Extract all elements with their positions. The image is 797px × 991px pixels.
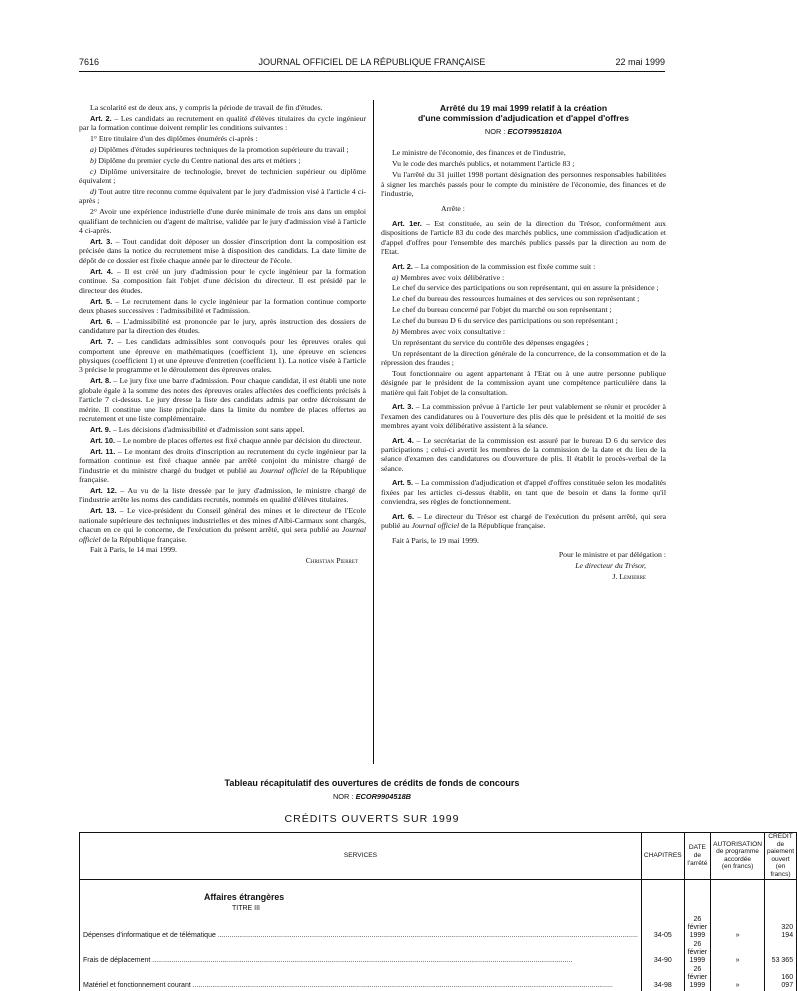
titre-label: TITRE III (80, 903, 642, 916)
members-consultative: b) Membres avec voix consultative : (392, 326, 506, 336)
col-credit: CRÉDIT de paiement ouvert (en francs) (764, 833, 796, 880)
table-subtitle: CRÉDITS OUVERTS SUR 1999 (284, 813, 460, 825)
column-divider (373, 100, 374, 764)
row-date: 26 février 1999 (684, 941, 710, 966)
consultative-3: Tout fonctionnaire ou agent appartenant à l'Etat ou à une autre personne publique désignée par le président de la commission ayant une compétence particulière dans la matière qui fait l'objet de la consultation. (381, 368, 666, 397)
member-3: Le chef du bureau concerné par l'objet du marché ou son représentant ; (392, 305, 612, 315)
article-5: Art. 5. – Le recrutement dans le cycle ingénieur par la formation continue comporte deux phases successives : l'admissibilité et l'admission. (79, 296, 366, 315)
members-deliberative: a) Membres avec voix délibérative : (392, 272, 505, 282)
table-row (80, 941, 797, 966)
header-rule (79, 71, 665, 72)
article-4: Art. 4. – Il est créé un jury d'admission pour le cycle ingénieur par la formation continue. Sa composition fait l'objet d'une décision du directeur. Il est présidé par le directeur des études. (79, 266, 366, 295)
consultative-2: Un représentant de la direction générale de la concurrence, de la consommation et de la répression des fraudes ; (381, 348, 666, 367)
issue-date: 22 mai 1999 (615, 57, 665, 67)
condition-1d: d) Tout autre titre reconnu comme équivalent par le jury d'admission visé à l'article 4 ci-après ; (79, 186, 366, 206)
r-article-2: Art. 2. – La composition de la commission est fixée comme suit : (392, 261, 596, 271)
page-number: 7616 (79, 57, 100, 67)
done-at: Fait à Paris, le 14 mai 1999. (90, 545, 177, 555)
table-row (80, 916, 797, 941)
article-7: Art. 7. – Les candidats admissibles sont convoqués pour les épreuves orales qui comportent une épreuve en mathématiques (coefficient 1), une épreuve en sciences physiques (coefficient 1) et une épreuve d'entretien (coefficient 1). La notice visée à l'article 3 précise le programme et le déroulement des épreuves orales. (79, 337, 366, 375)
delegation: Pour le ministre et par délégation : (558, 550, 666, 560)
row-service: Matériel et fonctionnement courant ..... (80, 966, 642, 991)
signature: Christian Pierret (305, 556, 358, 566)
col-chapitres: CHAPITRES (641, 833, 684, 880)
right-column (381, 103, 666, 583)
page-header (79, 57, 665, 71)
r-article-3: Art. 3. – La commission prévue à l'article 1er peut valablement se réunir et procéder à l'examen des candidatures ou à l'ouverture des plis dès que le président et la moitié de ses membres ayant voix délibérative assistent à la séance. (381, 402, 667, 431)
row-credit: 160 097 (764, 966, 796, 991)
r-article-1: Art. 1er. – Est constituée, au sein de la direction du Trésor, conformément aux dispositions de l'article 83 du code des marchés publics, une commission d'adjudication et d'appel d'offres pour l'ensemble des marchés publics passés par la direction au nom de l'Etat. (381, 218, 666, 257)
condition-2: 2° Avoir une expérience industrielle d'une durée minimale de trois ans dans un emploi qualifiant de technicien ou d'agent de maîtrise, validée par le jury d'admission visé à l'article 4 ci-après. (79, 207, 366, 236)
col-services: SERVICES (80, 833, 642, 880)
article-10: Art. 10. – Le nombre de places offertes est fixé chaque année par décision du directeur. (90, 435, 362, 445)
group-row (80, 879, 797, 903)
director-title: Le directeur du Trésor, (575, 560, 646, 570)
row-credit: 320 194 (764, 916, 796, 941)
r-done-at: Fait à Paris, le 19 mai 1999. (392, 535, 479, 545)
article-6: Art. 6. – L'admissibilité est prononcée par le jury, après instruction des dossiers de candidature par la direction des études. (79, 316, 366, 336)
consultative-1: Un représentant du service du contrôle des dépenses engagées ; (392, 337, 589, 347)
preamble-2: Vu le code des marchés publics, et notamment l'article 83 ; (392, 159, 575, 169)
row-service: Frais de déplacement ..... (80, 941, 642, 966)
arrete-heading: Arrête : (441, 203, 465, 213)
article-13: Art. 13. – Le vice-président du Conseil général des mines et le directeur de l'Ecole nationale supérieure des techniques industrielles et des mines d'Albi-Carmaux sont chargés, chacun en ce qui le concerne, de l'exécution du présent arrêté, qui sera publié au Journal officiel de la République française. (79, 506, 367, 544)
decree-nor: NOR : ECOT9951810A (484, 127, 563, 136)
row-date: 26 février 1999 (684, 966, 710, 991)
r-article-5: Art. 5. – La commission d'adjudication et d'appel d'offres constituée selon les modalités fixées par les articles ci-dessus établit, en tant que de besoin et dans la forme qu'il conviendra, ses règles de fonctionnement. (381, 478, 666, 507)
row-autorisation: » (711, 941, 765, 966)
row-autorisation: » (711, 916, 765, 941)
table-row (80, 966, 797, 991)
credits-table (79, 832, 797, 991)
article-2: Art. 2. – Les candidats au recrutement en qualité d'élèves titulaires du cycle ingénieur par la formation continue doivent remplir les conditions suivantes : (79, 113, 366, 133)
left-column (79, 103, 366, 567)
row-chapitre: 34-90 (641, 941, 684, 966)
article-label: Art. 2. (90, 113, 112, 123)
row-autorisation: » (711, 966, 765, 991)
condition-1a: a) Diplômes d'études supérieures techniques de la promotion supérieure du travail ; (90, 144, 349, 154)
group-name: Affaires étrangères (80, 879, 642, 903)
article-9: Art. 9. – Les décisions d'admissibilité et d'admission sont sans appel. (90, 424, 305, 434)
preamble-1: Le ministre de l'économie, des finances et de l'industrie, (392, 148, 566, 158)
table-header-row (80, 833, 797, 880)
condition-1b: b) Diplôme du premier cycle du Centre national des arts et métiers ; (90, 155, 301, 165)
col-date: DATE de l'arrêté (684, 833, 710, 880)
member-1: Le chef du service des participations ou son représentant, qui en assure la présidence ; (392, 283, 659, 293)
journal-title: JOURNAL OFFICIEL DE LA RÉPUBLIQUE FRANÇAISE (258, 57, 486, 67)
preamble-3: Vu l'arrêté du 31 juillet 1998 portant désignation des personnes responsables habilitées à signer les marchés passés pour le compte du ministère de l'économie, des finances et de l'industrie, (381, 170, 666, 199)
decree-title: Arrêté du 19 mai 1999 relatif à la création d'une commission d'adjudication et d'appel d'offres (417, 103, 630, 123)
member-2: Le chef du bureau des ressources humaines et des services ou son représentant ; (392, 294, 640, 304)
r-signature: J. Lemierre (612, 571, 646, 581)
row-date: 26 février 1999 (684, 916, 710, 941)
r-article-6: Art. 6. – Le directeur du Trésor est chargé de l'exécution du présent arrêté, qui sera publié au Journal officiel de la République française. (381, 511, 667, 531)
titre-row (80, 903, 797, 916)
row-chapitre: 34-05 (641, 916, 684, 941)
condition-1: 1° Etre titulaire d'un des diplômes énumérés ci-après : (90, 134, 258, 144)
intro-paragraph: La scolarité est de deux ans, y compris la période de travail de fin d'études. (90, 103, 323, 112)
row-credit: 53 365 (764, 941, 796, 966)
article-12: Art. 12. – Au vu de la liste dressée par le jury d'admission, le ministre chargé de l'industrie arrête les noms des candidats recrutés, nommés en qualité d'élèves titulaires. (79, 485, 367, 505)
r-article-4: Art. 4. – Le secrétariat de la commission est assuré par le bureau D 6 du service des participations ; celui-ci avertit les membres de la commission de la date et du lieu de la séance d'examen des candidatures ou d'ouverture de plis. Il établit le procès-verbal de la séance. (381, 435, 666, 473)
article-8: Art. 8. – Le jury fixe une barre d'admission. Pour chaque candidat, il est établi une note globale égale à la somme des notes des épreuves orales affectées des coefficients précisés à l'article 7 ci-dessus. Le jury dresse la liste des candidats admis par ordre décroissant de mérite. Il constitue une liste principale dans la limite du nombre de places offertes au recrutement et une liste complémentaire. (79, 376, 367, 424)
article-11: Art. 11. – Le montant des droits d'inscription au recrutement du cycle ingénieur par la formation continue est fixé chaque année par arrêté conjoint du ministre chargé de l'industrie et du ministre chargé du budget et publié au Journal officiel de la République française. (79, 446, 367, 485)
col-autorisation: AUTORISATION de programme accordée (en francs) (711, 833, 765, 880)
table-title: Tableau récapitulatif des ouvertures de crédits de fonds de concours (224, 778, 520, 788)
condition-1c: c) Diplôme universitaire de technologie, brevet de technicien supérieur ou diplôme équivalent ; (79, 166, 366, 186)
member-4: Le chef du bureau D 6 du service des participations ou son représentant ; (392, 315, 618, 325)
row-service: Dépenses d'informatique et de télématique ..... (80, 916, 642, 941)
row-chapitre: 34-98 (641, 966, 684, 991)
table-nor: NOR : ECOR9904518B (332, 792, 412, 801)
article-3: Art. 3. – Tout candidat doit déposer un dossier d'inscription dont la composition est précisée dans la notice du recrutement mise à disposition des candidats. La date limite de dépôt de ce dossier est fixée chaque année par le directeur de l'école. (79, 237, 366, 265)
